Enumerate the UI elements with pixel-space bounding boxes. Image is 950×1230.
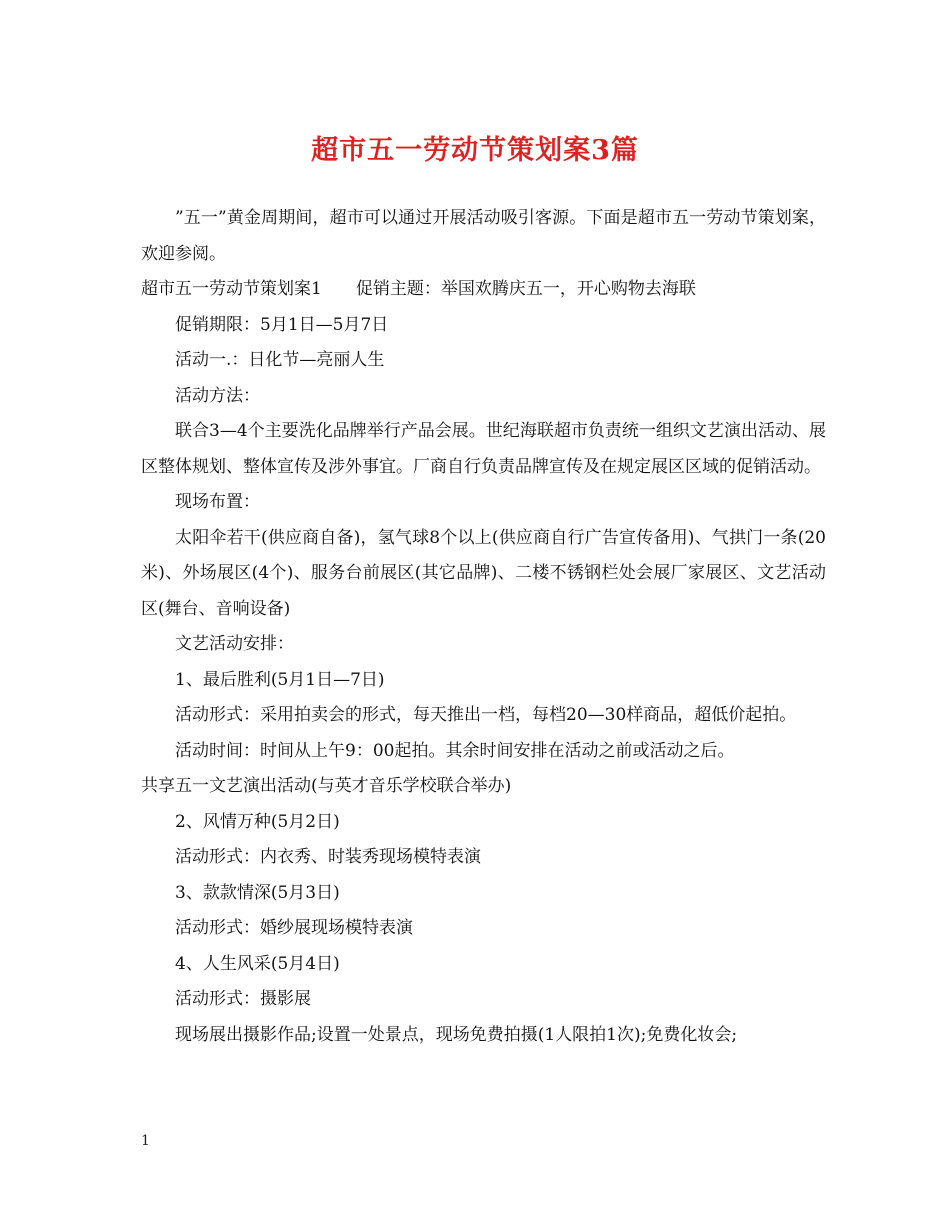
paragraph: 2、风情万种(5月2日) xyxy=(175,811,340,832)
plan-heading: 超市五一劳动节策划案1 xyxy=(141,279,322,299)
paragraph: 活动方法： xyxy=(175,385,260,406)
paragraph: 太阳伞若干(供应商自备)，氢气球8个以上(供应商自行广告宣传备用)、气拱门一条(20米)、外场展区(4个)、服务台前展区(其它品牌)、二楼不锈钢栏处会展厂家展区、文艺活动区(舞台、音响设备) xyxy=(141,527,826,619)
page-number: 1 xyxy=(141,1133,150,1149)
paragraph: 活动一.：日化节—亮丽人生 xyxy=(175,350,385,370)
paragraph: 促销期限：5月1日—5月7日 xyxy=(175,314,389,335)
plan-heading-line xyxy=(141,272,826,308)
document-title: 超市五一劳动节策划案3篇 xyxy=(311,135,639,166)
paragraph: 文艺活动安排： xyxy=(175,634,294,654)
promo-theme: 促销主题：举国欢腾庆五一，开心购物去海联 xyxy=(355,279,696,299)
intro-paragraph: ”五一”黄金周期间，超市可以通过开展活动吸引客源。下面是超市五一劳动节策划案，欢迎参阅。 xyxy=(141,208,826,264)
paragraph: 4、人生风采(5月4日) xyxy=(175,953,340,974)
paragraph: 联合3—4个主要洗化品牌举行产品会展。世纪海联超市负责统一组织文艺演出活动、展区整体规划、整体宣传及涉外事宜。厂商自行负责品牌宣传及在规定展区区域的促销活动。 xyxy=(141,421,826,477)
paragraph: 3、款款情深(5月3日) xyxy=(175,882,340,903)
document-body xyxy=(141,201,826,1053)
paragraph: 现场展出摄影作品;设置一处景点，现场免费拍摄(1人限拍1次);免费化妆会; xyxy=(175,1024,738,1045)
paragraph: 活动形式：内衣秀、时装秀现场模特表演 xyxy=(175,847,481,867)
paragraph: 1、最后胜利(5月1日—7日) xyxy=(175,669,385,690)
time-paragraph: 活动时间：时间从上午9：00起拍。其余时间安排在活动之前或活动之后。 xyxy=(175,740,735,761)
paragraph: 活动形式：采用拍卖会的形式，每天推出一档，每档20—30样商品，超低价起拍。 xyxy=(175,705,797,725)
paragraph: 活动形式：婚纱展现场模特表演 xyxy=(175,918,413,938)
paragraph: 现场布置： xyxy=(175,492,260,512)
shared-line: 共享五一文艺演出活动(与英才音乐学校联合举办) xyxy=(141,776,512,796)
paragraph: 活动形式：摄影展 xyxy=(175,989,311,1009)
